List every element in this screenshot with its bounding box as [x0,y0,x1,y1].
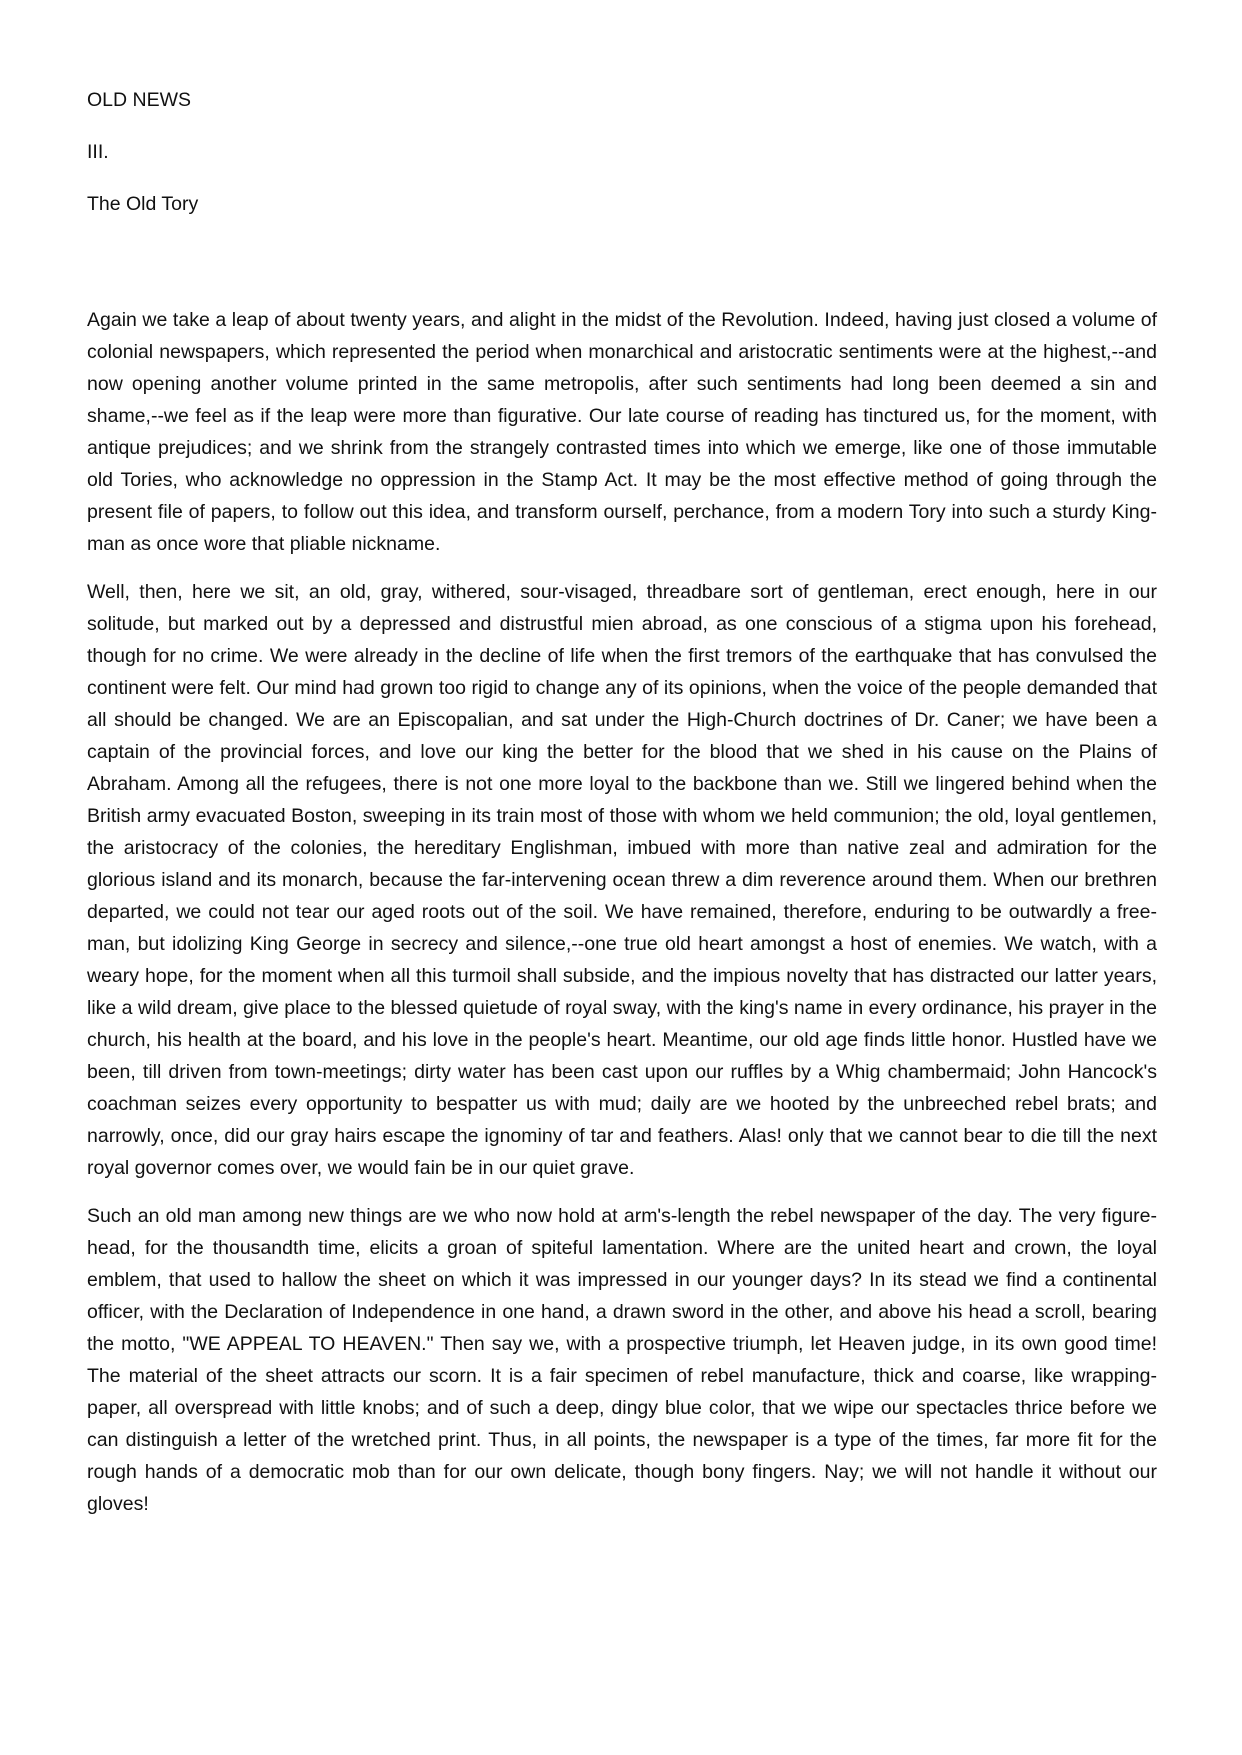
section-title: The Old Tory [87,193,199,215]
paragraph-1: Again we take a leap of about twenty years, and alight in the midst of the Revolution. Indeed, having just closed a volume of colonial newspapers, which represented the period when monarchical and aristocratic sentiments were at the highest,--and now opening another volume printed in the same metropolis, after such sentiments had long been deemed a sin and shame,--we feel as if the leap were more than figurative. Our late course of reading has tinctured us, for the moment, with antique prejudices; and we shrink from the strangely contrasted times into which we emerge, like one of those immutable old Tories, who acknowledge no oppression in the Stamp Act. It may be the most effective method of going through the present file of papers, to follow out this idea, and transform ourself, perchance, from a modern Tory into such a sturdy King-man as once wore that pliable nickname. [87,309,1157,555]
section-number: III. [87,141,109,163]
paragraph-2: Well, then, here we sit, an old, gray, withered, sour-visaged, threadbare sort of gentleman, erect enough, here in our solitude, but marked out by a depressed and distrustful mien abroad, as one conscious of a stigma upon his forehead, though for no crime. We were already in the decline of life when the first tremors of the earthquake that has convulsed the continent were felt. Our mind had grown too rigid to change any of its opinions, when the voice of the people demanded that all should be changed. We are an Episcopalian, and sat under the High-Church doctrines of Dr. Caner; we have been a captain of the provincial forces, and love our king the better for the blood that we shed in his cause on the Plains of Abraham. Among all the refugees, there is not one more loyal to the backbone than we. Still we lingered behind when the British army evacuated Boston, sweeping in its train most of those with whom we held communion; the old, loyal gentlemen, the aristocracy of the colonies, the hereditary Englishman, imbued with more than native zeal and admiration for the glorious island and its monarch, because the far-intervening ocean threw a dim reverence around them. When our brethren departed, we could not tear our aged roots out of the soil. We have remained, therefore, enduring to be outwardly a free-man, but idolizing King George in secrecy and silence,--one true old heart amongst a host of enemies. We watch, with a weary hope, for the moment when all this turmoil shall subside, and the impious novelty that has distracted our latter years, like a wild dream, give place to the blessed quietude of royal sway, with the king's name in every ordinance, his prayer in the church, his health at the board, and his love in the people's heart. Meantime, our old age finds little honor. Hustled have we been, till driven from town-meetings; dirty water has been cast upon our ruffles by a Whig chambermaid; John Hancock's coachman seizes every opportunity to bespatter us with mud; daily are we hooted by the unbreeched rebel brats; and narrowly, once, did our gray hairs escape the ignominy of tar and feathers. Alas! only that we cannot bear to die till the next royal governor comes over, we would fain be in our quiet grave. [87,581,1157,1179]
document-page [87,84,1157,1536]
paragraph-3: Such an old man among new things are we who now hold at arm's-length the rebel newspaper of the day. The very figure-head, for the thousandth time, elicits a groan of spiteful lamentation. Where are the united heart and crown, the loyal emblem, that used to hallow the sheet on which it was impressed in our younger days? In its stead we find a continental officer, with the Declaration of Independence in one hand, a drawn sword in the other, and above his head a scroll, bearing the motto, "WE APPEAL TO HEAVEN." Then say we, with a prospective triumph, let Heaven judge, in its own good time! The material of the sheet attracts our scorn. It is a fair specimen of rebel manufacture, thick and coarse, like wrapping-paper, all overspread with little knobs; and of such a deep, dingy blue color, that we wipe our spectacles thrice before we can distinguish a letter of the wretched print. Thus, in all points, the newspaper is a type of the times, far more fit for the rough hands of a democratic mob than for our own delicate, though bony fingers. Nay; we will not handle it without our gloves! [87,1205,1157,1515]
document-header: OLD NEWS [87,89,192,111]
